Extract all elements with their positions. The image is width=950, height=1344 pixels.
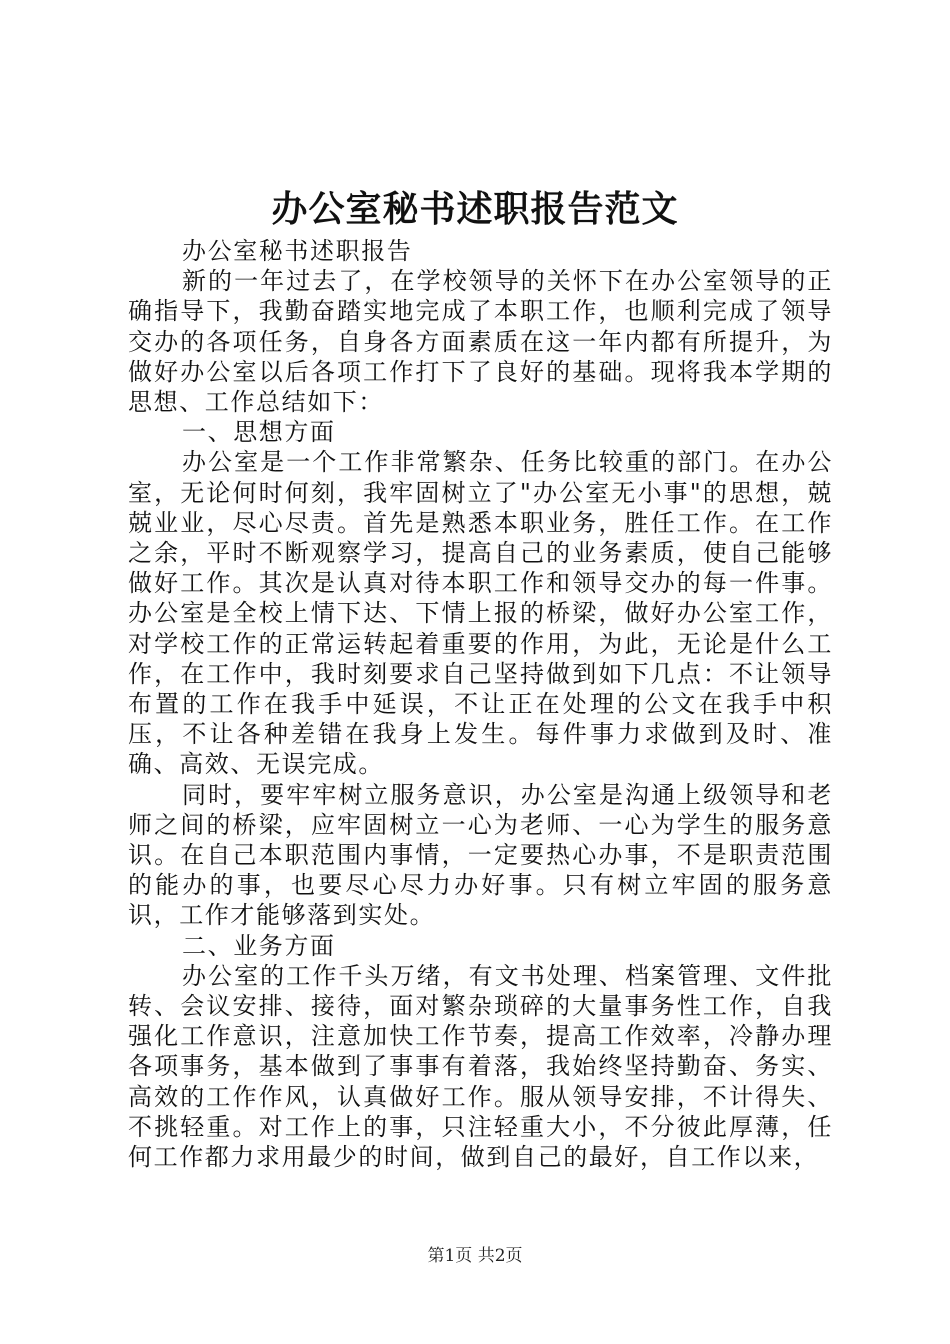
intro-paragraph: 新的一年过去了，在学校领导的关怀下在办公室领导的正确指导下，我勤奋踏实地完成了本职工作，也顺利完成了领导交办的各项任务，自身各方面素质在这一年内都有所提升，为做好办公室以后各项工作打下了良好的基础。现将我本学期的思想、工作总结如下： (128, 267, 833, 417)
report-heading: 办公室秘书述职报告 (182, 237, 413, 265)
document-body (128, 236, 833, 1172)
thought-paragraph: 办公室是一个工作非常繁杂、任务比较重的部门。在办公室，无论何时何刻，我牢固树立了"办公室无小事"的思想，兢兢业业，尽心尽责。首先是熟悉本职业务，胜任工作。在工作之余，平时不断观察学习，提高自己的业务素质，使自己能够做好工作。其次是认真对待本职工作和领导交办的每一件事。办公室是全校上情下达、下情上报的桥梁，做好办公室工作，对学校工作的正常运转起着重要的作用，为此，无论是什么工作，在工作中，我时刻要求自己坚持做到如下几点：不让领导布置的工作在我手中延误，不让正在处理的公文在我手中积压，不让各种差错在我身上发生。每件事力求做到及时、准确、高效、无误完成。 (128, 448, 833, 779)
business-paragraph: 办公室的工作千头万绪，有文书处理、档案管理、文件批转、会议安排、接待，面对繁杂琐碎的大量事务性工作，自我强化工作意识，注意加快工作节奏，提高工作效率，冷静办理各项事务，基本做到了事事有着落，我始终坚持勤奋、务实、高效的工作作风，认真做好工作。服从领导安排，不计得失、不挑轻重。对工作上的事，只注轻重大小，不分彼此厚薄，任何工作都力求用最少的时间，做到自己的最好，自工作以来， (128, 961, 833, 1172)
page-number-footer: 第1页 共2页 (427, 1246, 523, 1266)
document-title: 办公室秘书述职报告范文 (271, 188, 679, 230)
section-heading-business: 二、业务方面 (182, 931, 336, 960)
service-paragraph: 同时，要牢牢树立服务意识，办公室是沟通上级领导和老师之间的桥梁，应牢固树立一心为老师、一心为学生的服务意识。在自己本职范围内事情，一定要热心办事，不是职责范围的能办的事，也要尽心尽力办好事。只有树立牢固的服务意识，工作才能够落到实处。 (128, 780, 833, 930)
section-heading-thought: 一、思想方面 (182, 418, 336, 447)
